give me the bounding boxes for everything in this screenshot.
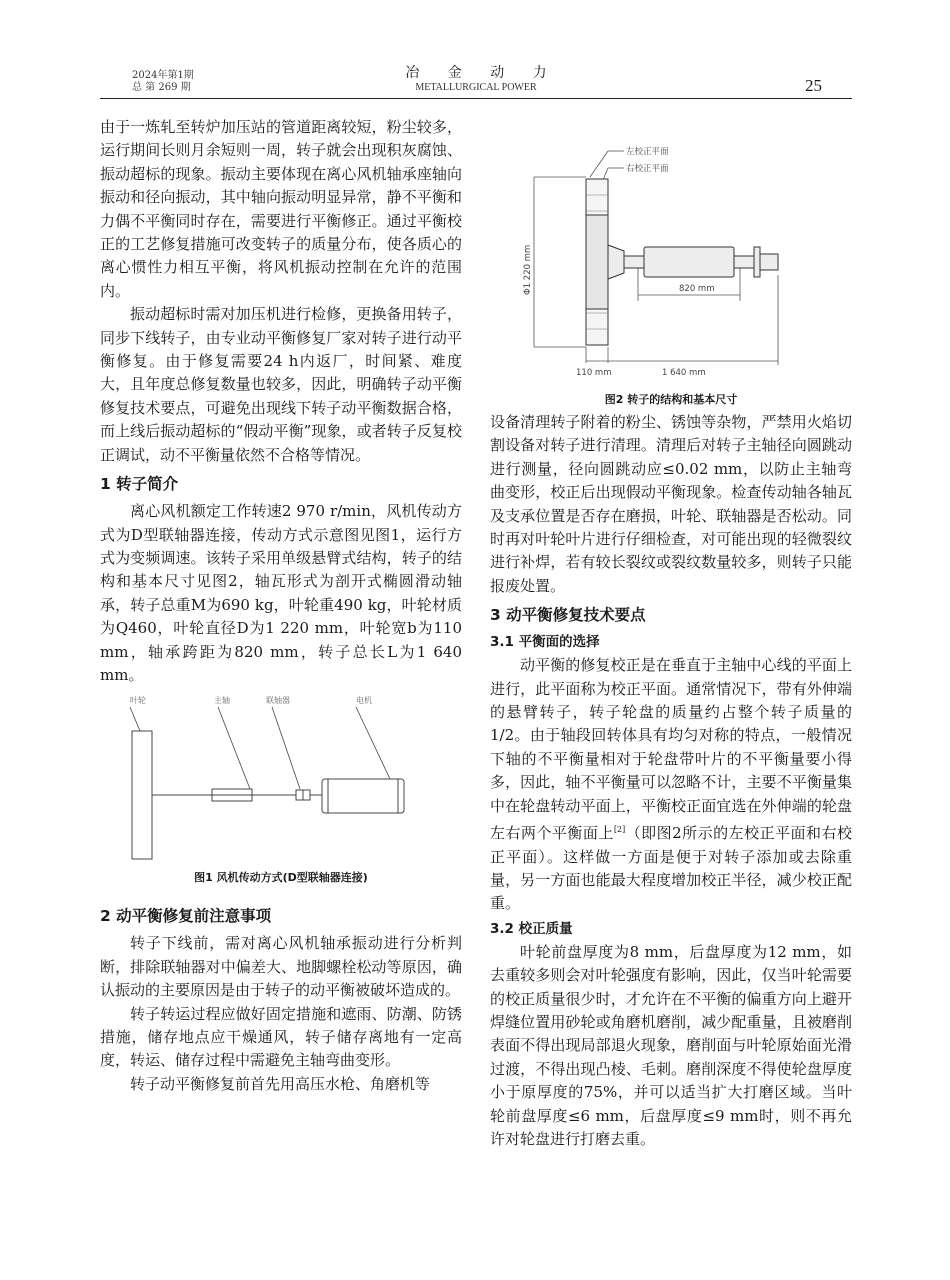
label-shaft: 主轴 [214, 696, 230, 706]
label-coupling: 联轴器 [266, 696, 290, 706]
page-header [100, 58, 852, 99]
paragraph: 转子下线前，需对离心风机轴承振动进行分析判断，排除联轴器对中偏差大、地脚螺栓松动等原因，确认振动的主要原因是由于转子的动平衡被破坏造成的。 [100, 934, 462, 1000]
paragraph [490, 654, 852, 915]
section-heading-2: 2 动平衡修复前注意事项 [100, 907, 272, 926]
issue-year: 2024年第1期 [132, 70, 194, 81]
subsection-heading-3-2: 3.2 校正质量 [490, 920, 573, 937]
impeller-disc [586, 215, 608, 309]
label-span: 820 mm [679, 284, 715, 294]
section-heading-1: 1 转子简介 [100, 475, 179, 494]
citation-ref[interactable]: [2] [613, 825, 626, 835]
section-heading-3: 3 动平衡修复技术要点 [490, 606, 646, 625]
coupling-shape-b [303, 790, 310, 800]
paragraph: 设备清理转子附着的粉尘、锈蚀等杂物，严禁用火焰切割设备对转子进行清理。清理后对转子主轴径向圆跳动进行测量，径向圆跳动应≤0.02 mm，以防止主轴弯曲变形，校正后出现假动平衡现象。检查传动轴各轴瓦及支承位置是否存在磨损，叶轮、联轴器是否松动。同时再对叶轮叶片进行仔细检查，对可能出现的轻微裂纹进行补焊，若有较长裂纹或裂纹数量较多，则转子只能报废处置。 [490, 413, 852, 595]
impeller-shape [132, 731, 152, 859]
coupling-flange [754, 247, 760, 277]
paragraph-text: 动平衡的修复校正是在垂直于主轴中心线的平面上进行，此平面称为校正平面。通常情况下，带有外伸端的悬臂转子，转子轮盘的质量约占整个转子质量的1/2。由于轴段回转体具有均匀对称的特点，一般情况下轴的不平衡量相对于轮盘带叶片的不平衡量要小得多，因此，轴不平衡量可以忽略不计，主要不平衡量集中在轮盘转动平面上，平衡校正面宜选在外伸端的轮盘左右两个平衡面上 [490, 656, 852, 843]
subsection-heading-3-1: 3.1 平衡面的选择 [490, 634, 600, 651]
coupling-shape-a [296, 790, 303, 800]
paragraph: 由于一炼轧至转炉加压站的管道距离较短，粉尘较多，运行期间长则月余短则一周，转子就会出现积灰腐蚀、振动超标的现象。振动主要体现在离心风机轴承座轴向振动和径向振动，其中轴向振动明显异常，静不平衡和力偶不平衡同时存在，需要进行平衡修正。通过平衡校正的工艺修复措施可改变转子的质量分布，使各质心的离心惯性力相互平衡，将风机振动控制在允许的范围内。 [100, 118, 462, 300]
label-motor: 电机 [356, 696, 372, 706]
paragraph: 叶轮前盘厚度为8 mm，后盘厚度为12 mm，如去重较多则会对叶轮强度有影响，因此，仅当叶轮需要的校正质量很少时，才允许在不平衡的偏重方向上避开焊缝位置用砂轮或角磨机磨削，减少配重量，且被磨削表面不得出现局部退火现象，磨削面与叶轮原始面光滑过渡，不得出现凸棱、毛刺。磨削深度不得使轮盘厚度小于原厚度的75%，并可以适当扩大打磨区域。当叶轮前盘厚度≤6 mm，后盘厚度≤9 mm时，则不再允许对轮盘进行打磨去重。 [490, 942, 852, 1148]
journal-title-cn: 冶 金 动 力 [405, 65, 559, 81]
hub-shape [608, 245, 624, 279]
shaft-segment-1 [624, 256, 644, 268]
shaft-segment-2 [734, 256, 754, 268]
rotor-diagram [490, 135, 852, 387]
label-impeller: 叶轮 [130, 696, 146, 706]
right-column [490, 135, 852, 1151]
figure-2-caption: 图2 转子的结构和基本尺寸 [604, 393, 738, 406]
label-length: 1 640 mm [662, 368, 706, 378]
paragraph: 振动超标时需对加压机进行检修，更换备用转子，同步下线转子，由专业动平衡修复厂家对转子进行动平衡修复。由于修复需要24 h内返厂，时间紧、难度大，且年度总修复数量也较多，因此，明确转子动平衡修复技术要点，可避免出现线下转子动平衡数据合格，而上线后振动超标的“假动平衡”现象，或者转子反复校正调试，动不平衡量依然不合格等情况。 [100, 305, 462, 464]
figure-1 [100, 693, 462, 887]
issue-total: 总 第 269 期 [132, 82, 191, 93]
paragraph: 转子转运过程应做好固定措施和遮雨、防潮、防锈措施，储存地点应干燥通风，转子储存离地有一定高度，转运、储存过程中需避免主轴弯曲变形。 [100, 1004, 462, 1070]
shaft-end [760, 254, 778, 270]
figure-2 [490, 135, 852, 409]
label-right-plane: 右校正平面 [626, 164, 669, 174]
paragraph-text-tail: （即图2所示的左校正平面和右校正平面）。这样做一方面是便于对转子添加或去除重量，另一方面也能最大程度增加校正半径，减少校正配重。 [490, 824, 852, 913]
label-left-plane: 左校正平面 [626, 147, 669, 157]
page-number: 25 [805, 76, 822, 95]
label-diameter: Φ1 220 mm [523, 244, 533, 295]
paragraph: 转子动平衡修复前首先用高压水枪、角磨机等 [130, 1074, 431, 1093]
journal-title [100, 64, 852, 94]
paragraph: 离心风机额定工作转速2 970 r/min，风机传动方式为D型联轴器连接，传动方式示意图见图1，运行方式为变频调速。该转子采用单级悬臂式结构，转子的结构和基本尺寸见图2，轴瓦形式为剖开式椭圆滑动轴承，转子总重M为690 kg，叶轮重490 kg，叶轮材质为Q460，叶轮直径D为1 220 mm，叶轮宽b为110 mm，轴承跨距为820 mm，转子总长L为1 640 mm。 [100, 502, 462, 684]
label-width: 110 mm [576, 368, 612, 378]
motor-shape [322, 779, 404, 813]
journal-title-en: METALLURGICAL POWER [415, 82, 537, 93]
drive-diagram [100, 693, 462, 863]
shaft-main-body [644, 247, 734, 277]
figure-1-caption: 图1 风机传动方式(D型联轴器连接) [194, 871, 368, 885]
left-column [100, 116, 462, 1096]
